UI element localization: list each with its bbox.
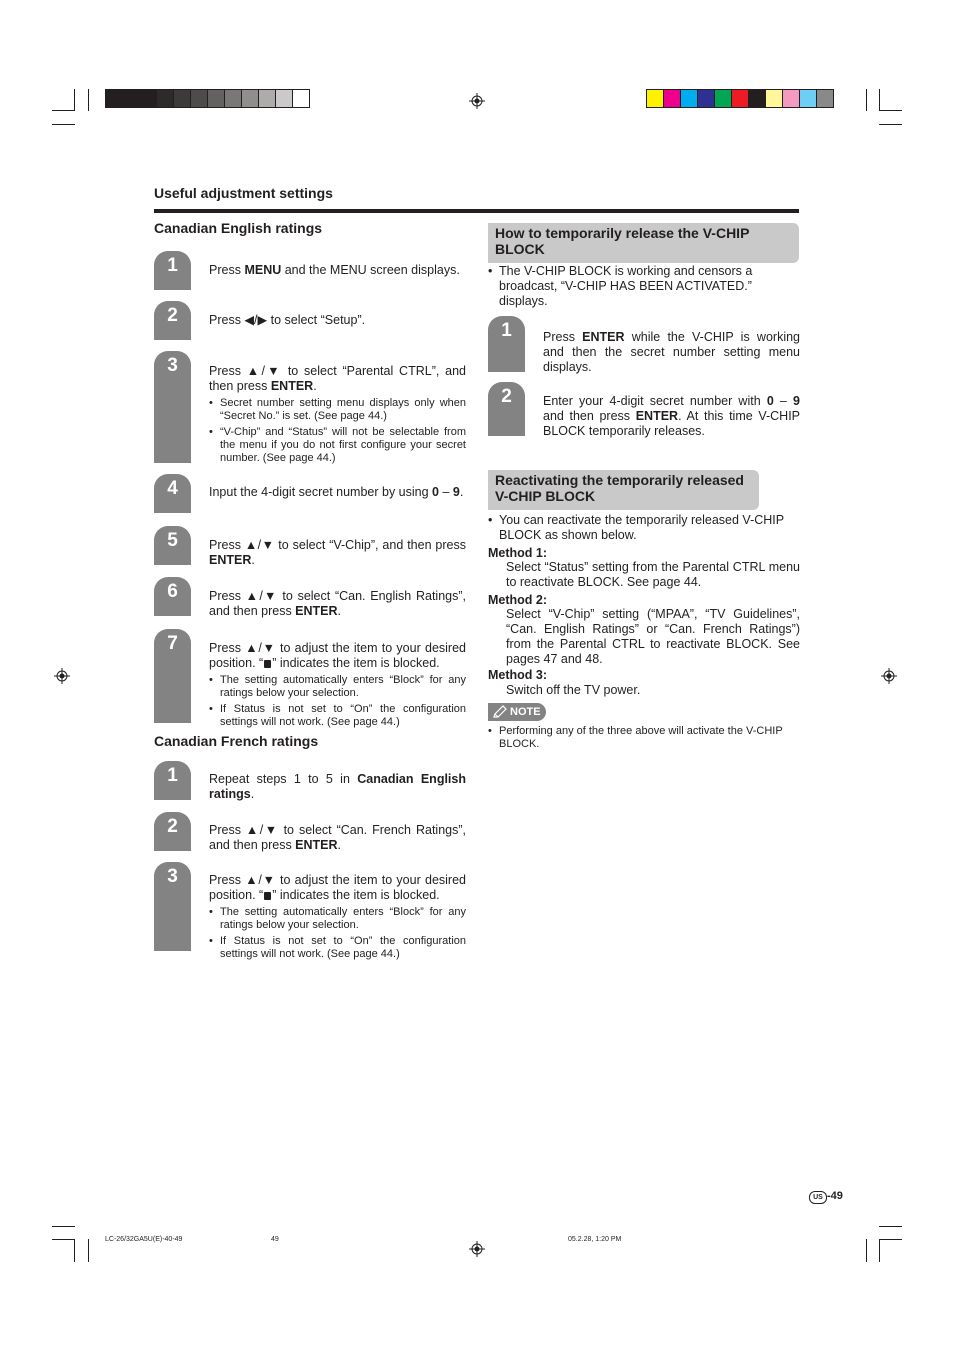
swatch	[647, 90, 663, 107]
step-instruction	[209, 538, 466, 568]
step-number: 4	[167, 478, 178, 499]
step-instruction	[209, 873, 466, 961]
swatch	[714, 90, 731, 107]
step-number-tab	[154, 301, 191, 340]
crop-mark	[866, 89, 867, 111]
footer-model: LC-26/32GA5U(E)-40-49	[105, 1236, 183, 1243]
key-name: Canadian English ratings	[209, 772, 466, 801]
step-text: Enter your 4-digit secret number with	[543, 394, 767, 408]
crop-mark	[879, 89, 880, 111]
release-bullet: • The V-CHIP BLOCK is working and censors a broadcast, “V-CHIP HAS BEEN ACTIVATED.” displays.	[488, 264, 800, 309]
swatch	[275, 90, 292, 107]
color-calibration-strip	[646, 89, 834, 108]
step-number-tab	[154, 351, 191, 463]
key-name: ENTER	[295, 604, 338, 618]
crop-mark	[52, 1226, 75, 1227]
method-1-text: Select “Status” setting from the Parental CTRL menu to reactivate BLOCK. See page 44.	[506, 560, 800, 589]
step-instruction	[209, 641, 466, 729]
key-name: ENTER	[635, 409, 679, 423]
step-number: 1	[167, 765, 178, 786]
step-bullet: • “V-Chip” and “Status” will not be selectable from the menu if you do not first configure your secret number. (See page 44.)	[209, 426, 466, 465]
step-main-text	[209, 313, 466, 328]
step-text: . At this time V-CHIP BLOCK temporarily releases.	[543, 409, 801, 438]
step-number-tab	[154, 526, 191, 565]
step-text: .	[251, 553, 255, 567]
step-number: 3	[167, 866, 178, 887]
step-number-tab	[154, 761, 191, 800]
crop-mark	[88, 89, 89, 111]
step-number: 2	[167, 816, 178, 837]
method-3-label: Method 3:	[488, 668, 548, 682]
step-number-tab	[488, 382, 525, 436]
step-main-text	[209, 641, 466, 671]
crop-mark	[879, 1239, 880, 1262]
step-text: and then press	[543, 409, 636, 423]
step-text: .	[459, 485, 464, 499]
step-instruction	[209, 263, 466, 278]
step-2	[488, 382, 800, 436]
footer-page: 49	[271, 1236, 279, 1243]
swatch	[173, 90, 190, 107]
step-main-text	[209, 263, 466, 278]
release-heading: How to temporarily release the V-CHIP BLOCK	[488, 223, 799, 263]
key-name: ENTER	[270, 379, 314, 393]
step-text: .	[250, 787, 255, 801]
swatch	[224, 90, 241, 107]
swatch	[122, 90, 139, 107]
step-main-text	[209, 485, 466, 500]
key-name: 9	[793, 394, 800, 408]
step-main-text	[209, 772, 466, 802]
method-2-text: Select “V-Chip” setting (“MPAA”, “TV Guidelines”, “Can. English Ratings” or “Can. French Ratings”) from the Parental CTRL to reactivate BLOCK. See pages 47 and 48.	[506, 607, 800, 666]
page-region-label: US	[813, 1194, 823, 1201]
step-number-tab	[154, 862, 191, 951]
reactivate-heading: Reactivating the temporarily released V-CHIP BLOCK	[488, 470, 759, 510]
header-rule	[154, 209, 799, 213]
step-instruction	[543, 330, 800, 375]
step-number: 6	[167, 581, 178, 602]
crop-mark	[74, 1239, 75, 1262]
step-bullet: • If Status is not set to “On” the configuration settings will not work. (See page 44.)	[209, 703, 466, 729]
crop-mark	[52, 110, 75, 111]
key-name: MENU	[244, 263, 282, 277]
french-ratings-heading: Canadian French ratings	[154, 733, 319, 749]
step-main-text	[209, 873, 466, 903]
reactivate-bullet: • You can reactivate the temporarily released V-CHIP BLOCK as shown below.	[488, 513, 800, 543]
step-text: Press ▲/▼ to adjust the item to your desired position. “	[209, 873, 466, 902]
step-instruction	[209, 313, 466, 328]
step-text: ” indicates the item is blocked.	[272, 656, 440, 670]
step-2	[154, 812, 466, 851]
step-1	[154, 761, 466, 800]
step-number-tab	[154, 474, 191, 513]
registration-mark-icon	[469, 93, 485, 109]
step-bullet: • The setting automatically enters “Block” for any ratings below your selection.	[209, 674, 466, 700]
step-number: 2	[167, 305, 178, 326]
swatch	[782, 90, 799, 107]
key-name: 0	[432, 485, 439, 499]
step-instruction	[209, 485, 466, 500]
step-main-text	[543, 330, 800, 375]
swatch	[680, 90, 697, 107]
step-bullet: • Secret number setting menu displays only when “Secret No.” is set. (See page 44.)	[209, 397, 466, 423]
registration-mark-icon	[881, 668, 897, 684]
method-3-text: Switch off the TV power.	[506, 683, 641, 697]
step-3	[154, 862, 466, 960]
step-text: ” indicates the item is blocked.	[272, 888, 440, 902]
footer-date: 05.2.28, 1:20 PM	[568, 1236, 622, 1243]
step-instruction	[209, 364, 466, 465]
swatch	[190, 90, 207, 107]
english-ratings-heading: Canadian English ratings	[154, 220, 323, 236]
swatch	[748, 90, 765, 107]
step-number-tab	[154, 251, 191, 290]
step-main-text	[209, 823, 466, 853]
lock-icon	[264, 660, 271, 668]
crop-mark	[879, 124, 902, 125]
crop-mark	[866, 1239, 867, 1262]
note-label: NOTE	[510, 706, 541, 718]
step-number-tab	[154, 577, 191, 616]
step-instruction	[209, 772, 466, 802]
step-2	[154, 301, 466, 340]
registration-mark-icon	[54, 668, 70, 684]
step-text: Press ◀/▶ to select “Setup”.	[209, 313, 366, 327]
step-5	[154, 526, 466, 565]
method-2-label: Method 2:	[488, 593, 548, 607]
step-number: 1	[501, 320, 512, 341]
swatch	[799, 90, 816, 107]
step-number: 3	[167, 355, 178, 376]
step-instruction	[543, 394, 800, 439]
step-7	[154, 629, 466, 728]
step-text: –	[439, 485, 453, 499]
step-text: .	[337, 838, 342, 852]
swatch	[156, 90, 173, 107]
step-number: 1	[167, 255, 178, 276]
step-text: Press ▲/▼ to select “V-Chip”, and then press	[209, 538, 466, 552]
crop-mark	[52, 1239, 75, 1240]
key-name: ENTER	[295, 838, 338, 852]
step-text: Press	[209, 263, 245, 277]
step-instruction	[209, 589, 466, 619]
step-text: and the MENU screen displays.	[281, 263, 460, 277]
step-6	[154, 577, 466, 616]
key-name: ENTER	[209, 553, 252, 567]
step-text: .	[337, 604, 342, 618]
step-text: Repeat steps 1 to 5 in	[209, 772, 358, 786]
step-main-text	[209, 538, 466, 568]
note-badge	[488, 703, 546, 721]
swatch	[697, 90, 714, 107]
grayscale-calibration-strip	[105, 89, 310, 108]
crop-mark	[74, 89, 75, 111]
key-name: 9	[452, 485, 460, 499]
step-number-tab	[154, 812, 191, 851]
swatch	[258, 90, 275, 107]
swatch	[139, 90, 156, 107]
step-3	[154, 351, 466, 463]
step-number: 7	[167, 633, 178, 654]
swatch	[241, 90, 258, 107]
step-text: Input the 4-digit secret number by using	[209, 485, 433, 499]
page-region-badge	[809, 1191, 827, 1204]
step-bullet: • The setting automatically enters “Block” for any ratings below your selection.	[209, 906, 466, 932]
swatch	[292, 90, 309, 107]
step-text: .	[313, 379, 317, 393]
crop-mark	[879, 1239, 902, 1240]
step-text: Press ▲/▼ to select “Can. French Ratings”, and then press	[209, 823, 466, 852]
swatch	[765, 90, 782, 107]
crop-mark	[88, 1239, 89, 1262]
step-main-text	[209, 589, 466, 619]
step-text: while the V-CHIP is working and then the secret number setting menu displays.	[543, 330, 800, 374]
note-text: • Performing any of the three above will activate the V-CHIP BLOCK.	[488, 725, 800, 751]
step-number-tab	[154, 629, 191, 723]
step-number-tab	[488, 316, 525, 372]
step-main-text	[543, 394, 800, 439]
step-text: –	[773, 394, 794, 408]
step-1	[488, 316, 800, 372]
page-number: -49	[827, 1190, 843, 1202]
step-text: Press ▲/▼ to adjust the item to your desired position. “	[209, 641, 466, 670]
crop-mark	[879, 110, 902, 111]
step-bullet: • If Status is not set to “On” the configuration settings will not work. (See page 44.)	[209, 935, 466, 961]
step-main-text	[209, 364, 466, 394]
swatch	[207, 90, 224, 107]
step-number: 2	[501, 386, 512, 407]
section-title: Useful adjustment settings	[154, 185, 333, 201]
swatch	[816, 90, 833, 107]
step-text: Press ▲/▼ to select “Can. English Ratings”, and then press	[209, 589, 466, 618]
lock-icon	[264, 892, 271, 900]
key-name: ENTER	[582, 330, 625, 344]
registration-mark-icon	[469, 1241, 485, 1257]
pencil-icon	[492, 705, 508, 719]
crop-mark	[52, 124, 75, 125]
step-number: 5	[167, 530, 178, 551]
swatch	[106, 90, 122, 107]
step-text: Press	[543, 330, 583, 344]
swatch	[731, 90, 748, 107]
method-1-label: Method 1:	[488, 546, 548, 560]
swatch	[663, 90, 680, 107]
step-4	[154, 474, 466, 513]
step-instruction	[209, 823, 466, 853]
key-name: 0	[766, 394, 774, 408]
step-text: Press ▲/▼ to select “Parental CTRL”, and then press	[209, 364, 466, 393]
crop-mark	[879, 1226, 902, 1227]
step-1	[154, 251, 466, 290]
